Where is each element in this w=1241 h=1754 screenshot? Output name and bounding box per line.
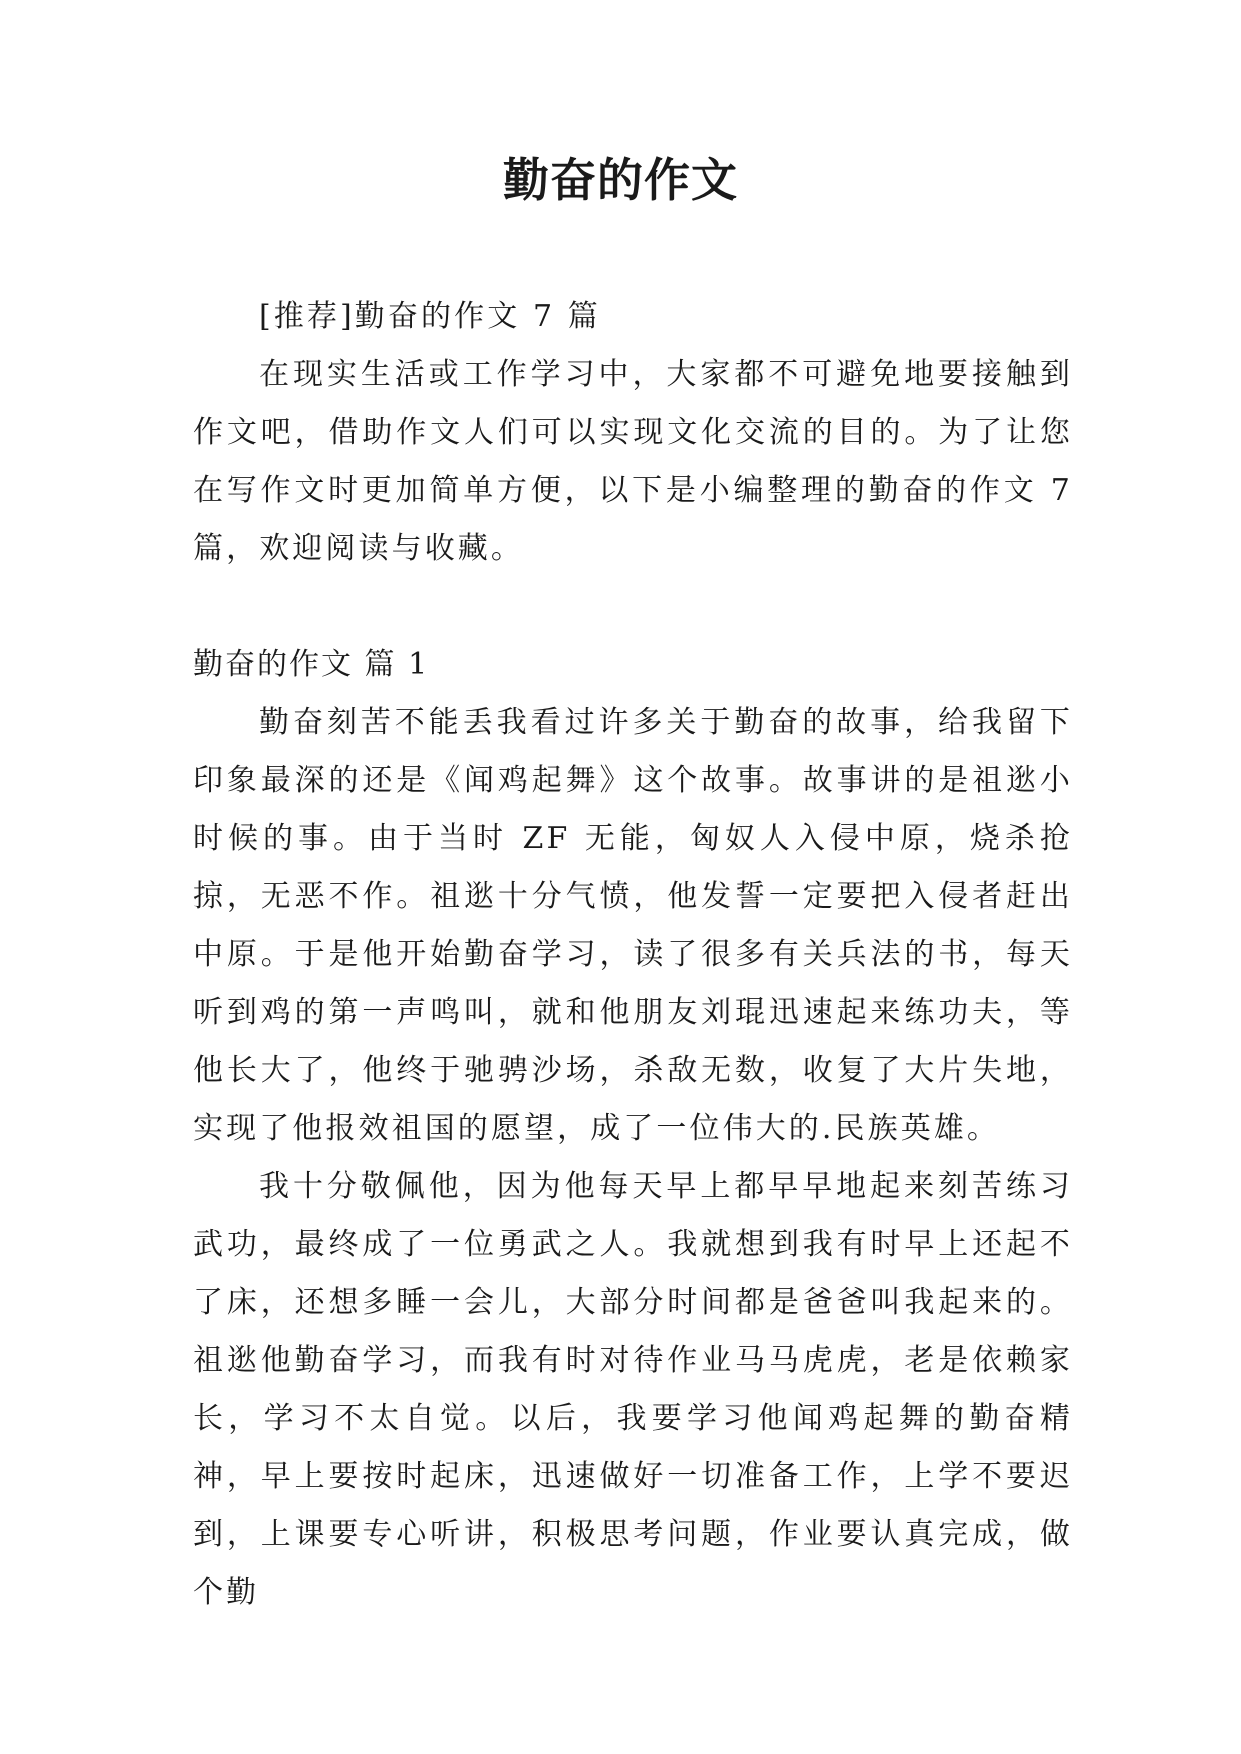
body-paragraph-1: 勤奋刻苦不能丢我看过许多关于勤奋的故事，给我留下印象最深的还是《闻鸡起舞》这个故事。故事讲的是祖逖小时候的事。由于当时 ZF 无能，匈奴人入侵中原，烧杀抢掠，无恶不作。祖逖十分气愤，他发誓一定要把入侵者赶出中原。于是他开始勤奋学习，读了很多有关兵法的书，每天听到鸡的第一声鸣叫，就和他朋友刘琨迅速起来练功夫，等他长大了，他终于驰骋沙场，杀敌无数，收复了大片失地，实现了他报效祖国的愿望，成了一位伟大的.民族英雄。 (193, 705, 1073, 1146)
body-paragraph-2: 我十分敬佩他，因为他每天早上都早早地起来刻苦练习武功，最终成了一位勇武之人。我就想到我有时早上还起不了床，还想多睡一会儿，大部分时间都是爸爸叫我起来的。祖逖他勤奋学习，而我有时对待作业马马虎虎，老是依赖家长，学习不太自觉。以后，我要学习他闻鸡起舞的勤奋精神，早上要按时起床，迅速做好一切准备工作，上学不要迟到，上课要专心听讲，积极思考问题，作业要认真完成，做个勤 (193, 1169, 1073, 1610)
document-title: 勤奋的作文 (503, 153, 738, 207)
section-heading: 勤奋的作文 篇 1 (193, 647, 430, 682)
document-body (193, 288, 1073, 1622)
intro-paragraph: 在现实生活或工作学习中，大家都不可避免地要接触到作文吧，借助作文人们可以实现文化交流的目的。为了让您在写作文时更加简单方便，以下是小编整理的勤奋的作文 7 篇，欢迎阅读与收藏。 (193, 357, 1073, 566)
document-subtitle: [推荐]勤奋的作文 7 篇 (259, 299, 601, 334)
